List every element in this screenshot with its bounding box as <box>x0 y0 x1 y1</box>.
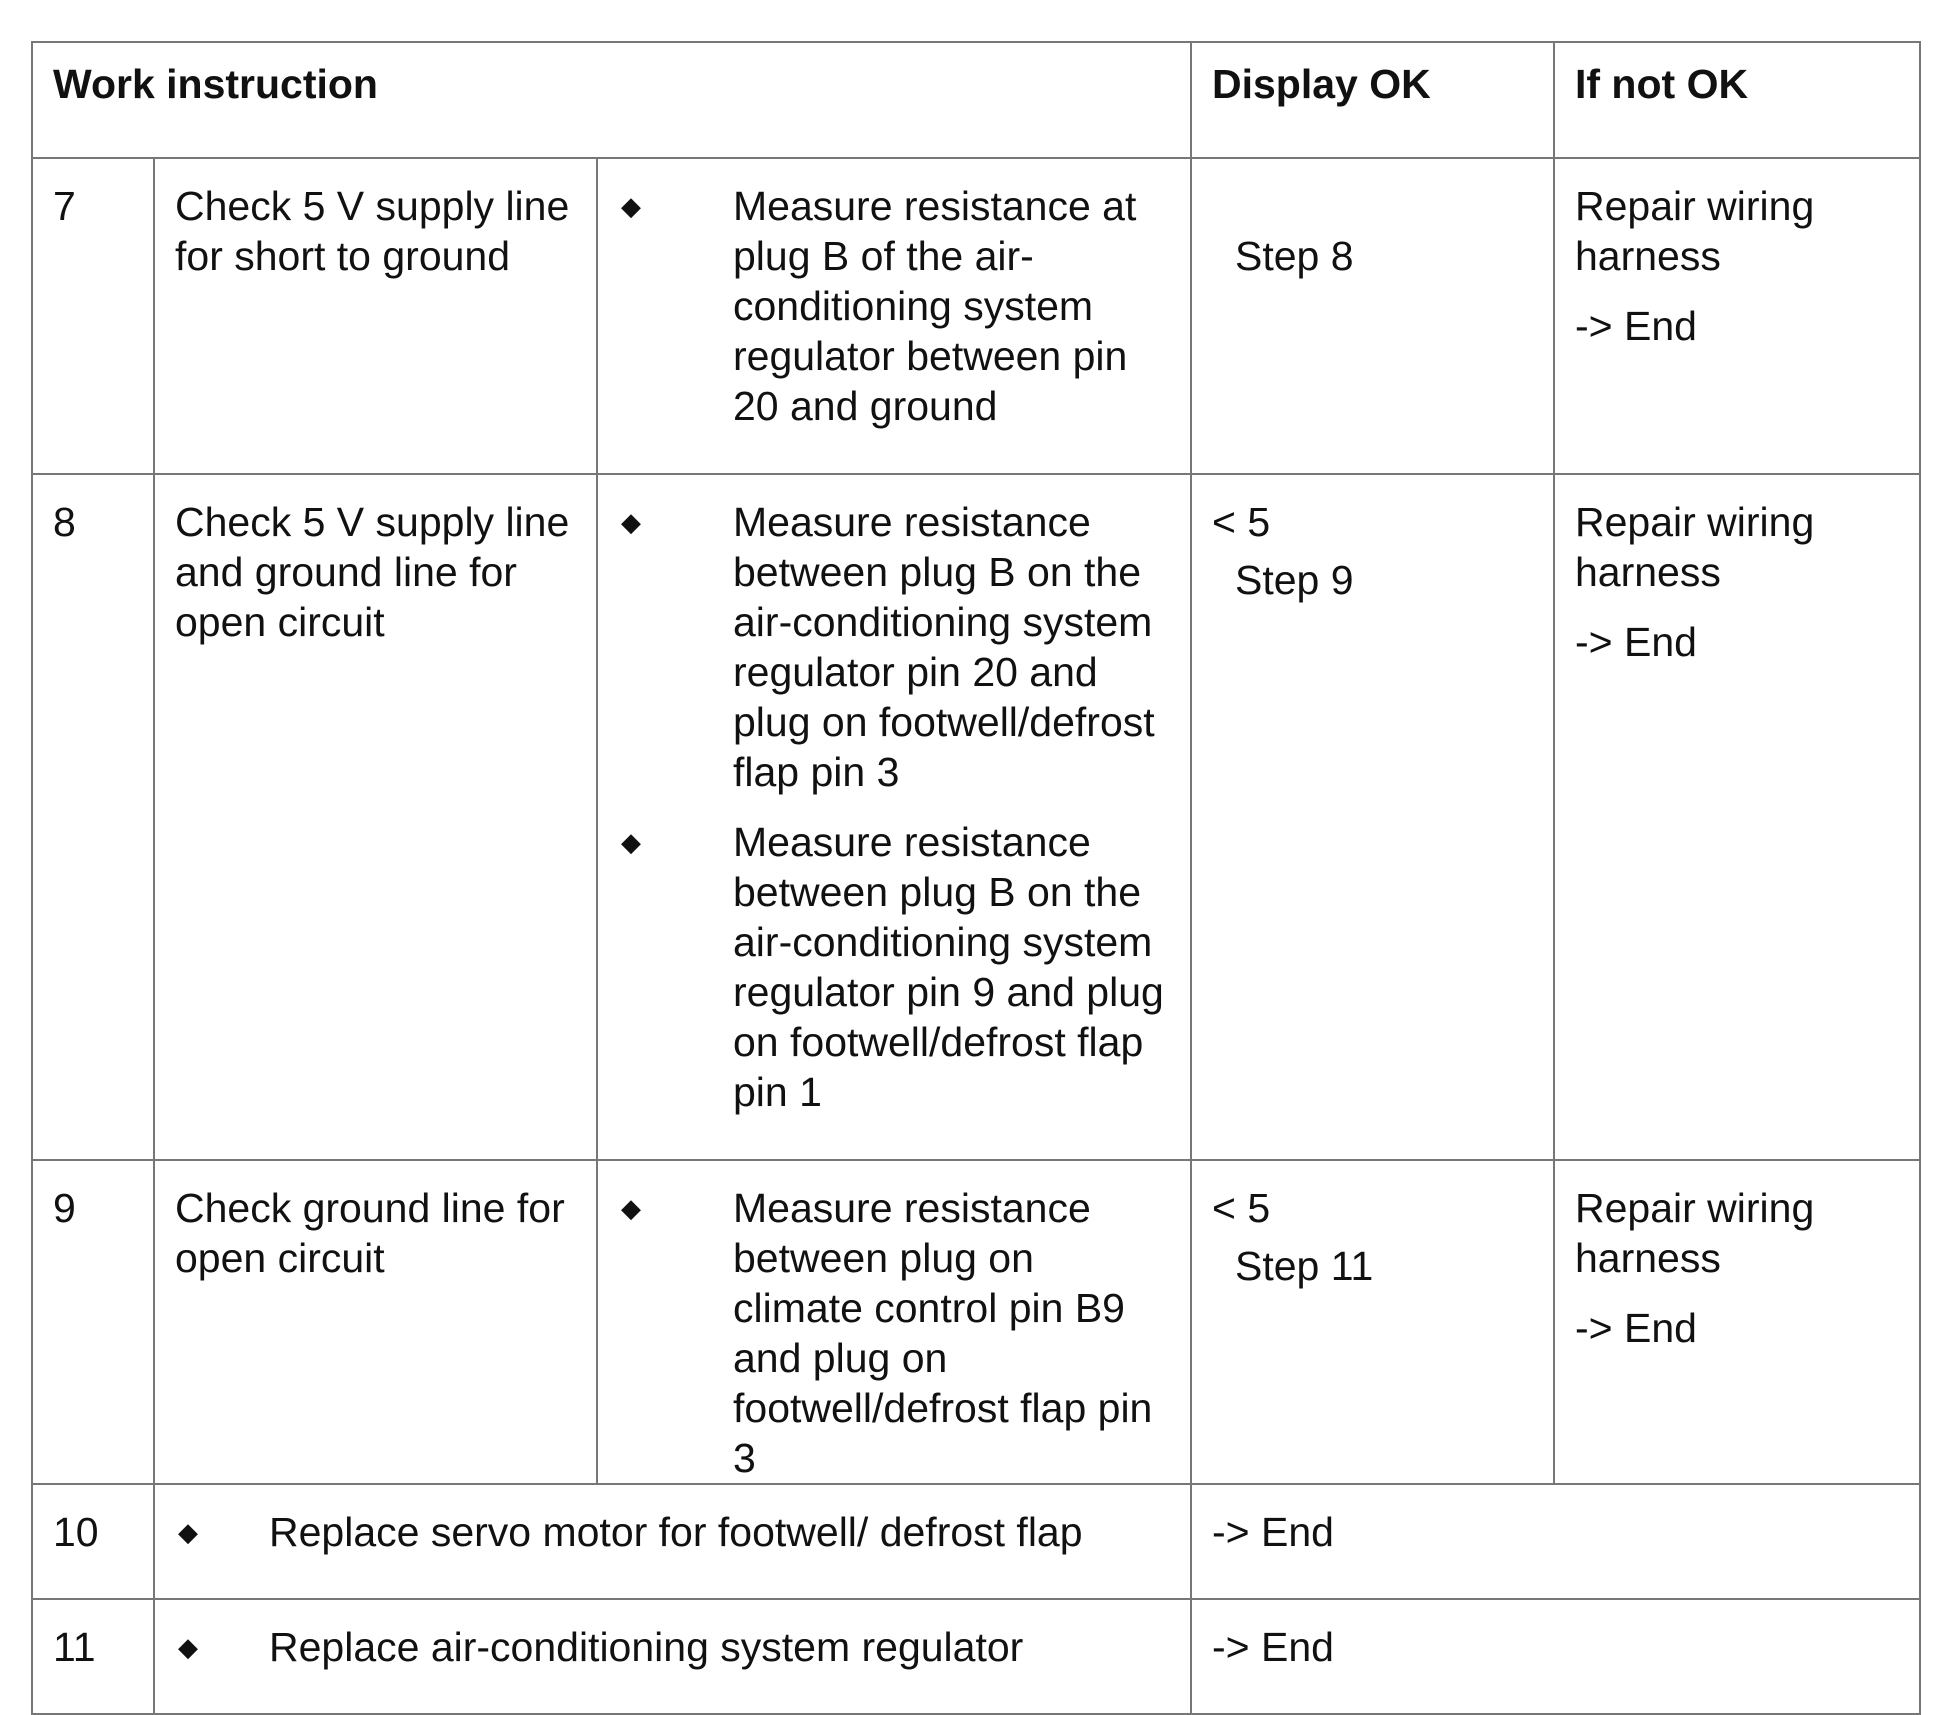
table-row <box>32 1599 1920 1714</box>
instruction-text: Replace air-conditioning system regulator <box>269 1624 1024 1670</box>
table-row <box>32 1160 1920 1484</box>
instruction-text: Replace servo motor for footwell/ defrost flap <box>269 1509 1083 1555</box>
if-not-ok-cell <box>1554 1160 1920 1484</box>
result-cell: -> End <box>1191 1599 1920 1714</box>
not-ok-end: -> End <box>1575 303 1697 349</box>
if-not-ok-cell <box>1554 474 1920 1160</box>
diamond-bullet-icon: ◆ <box>621 191 641 221</box>
instruction-bullet <box>618 181 1170 431</box>
check-description: Check ground line for open circuit <box>154 1160 597 1484</box>
instruction-text: Measure resistance between plug B on the air-conditioning system regulator pin 20 and plug on footwell/defrost flap pin 3 <box>733 499 1155 795</box>
instruction-text: Measure resistance between plug on climate control pin B9 and plug on footwell/defrost flap pin 3 <box>733 1185 1153 1481</box>
instruction-cell <box>154 1599 1191 1714</box>
step-number: 7 <box>32 158 154 474</box>
diamond-bullet-icon: ◆ <box>178 1517 198 1547</box>
display-step: Step 8 <box>1235 233 1354 279</box>
instruction-bullet <box>175 1507 1170 1557</box>
display-step: Step 11 <box>1235 1243 1374 1289</box>
instruction-bullet <box>618 497 1170 797</box>
diamond-bullet-icon: ◆ <box>621 1193 641 1223</box>
not-ok-action: Repair wiring harness <box>1575 499 1815 595</box>
not-ok-action: Repair wiring harness <box>1575 183 1815 279</box>
instruction-text: Measure resistance between plug B on the air-conditioning system regulator pin 9 and plug on footwell/defrost flap pin 1 <box>733 819 1164 1115</box>
table-row <box>32 158 1920 474</box>
display-ok-cell <box>1191 158 1554 474</box>
header-work-instruction: Work instruction <box>32 42 1191 158</box>
instruction-cell <box>597 1160 1191 1484</box>
step-number: 8 <box>32 474 154 1160</box>
work-instruction-table <box>31 41 1921 1715</box>
instruction-text: Measure resistance at plug B of the air-conditioning system regulator between pin 20 and ground <box>733 183 1137 429</box>
header-if-not-ok: If not OK <box>1554 42 1920 158</box>
step-number: 10 <box>32 1484 154 1599</box>
not-ok-end: -> End <box>1575 1305 1697 1351</box>
diamond-bullet-icon: ◆ <box>178 1632 198 1662</box>
instruction-bullet <box>175 1622 1170 1672</box>
table-row <box>32 474 1920 1160</box>
display-value: < 5 <box>1212 1185 1271 1231</box>
step-number: 11 <box>32 1599 154 1714</box>
header-row <box>32 42 1920 158</box>
instruction-cell <box>597 158 1191 474</box>
if-not-ok-cell <box>1554 158 1920 474</box>
display-ok-cell <box>1191 474 1554 1160</box>
display-ok-cell <box>1191 1160 1554 1484</box>
result-cell: -> End <box>1191 1484 1920 1599</box>
not-ok-action: Repair wiring harness <box>1575 1185 1815 1281</box>
instruction-cell <box>597 474 1191 1160</box>
check-description: Check 5 V supply line for short to ground <box>154 158 597 474</box>
instruction-cell <box>154 1484 1191 1599</box>
diamond-bullet-icon: ◆ <box>621 827 641 857</box>
instruction-bullet <box>618 1183 1170 1483</box>
header-display-ok: Display OK <box>1191 42 1554 158</box>
diamond-bullet-icon: ◆ <box>621 507 641 537</box>
step-number: 9 <box>32 1160 154 1484</box>
not-ok-end: -> End <box>1575 619 1697 665</box>
display-value: < 5 <box>1212 499 1271 545</box>
check-description: Check 5 V supply line and ground line for open circuit <box>154 474 597 1160</box>
table-row <box>32 1484 1920 1599</box>
instruction-bullet <box>618 817 1170 1117</box>
display-step: Step 9 <box>1235 557 1354 603</box>
